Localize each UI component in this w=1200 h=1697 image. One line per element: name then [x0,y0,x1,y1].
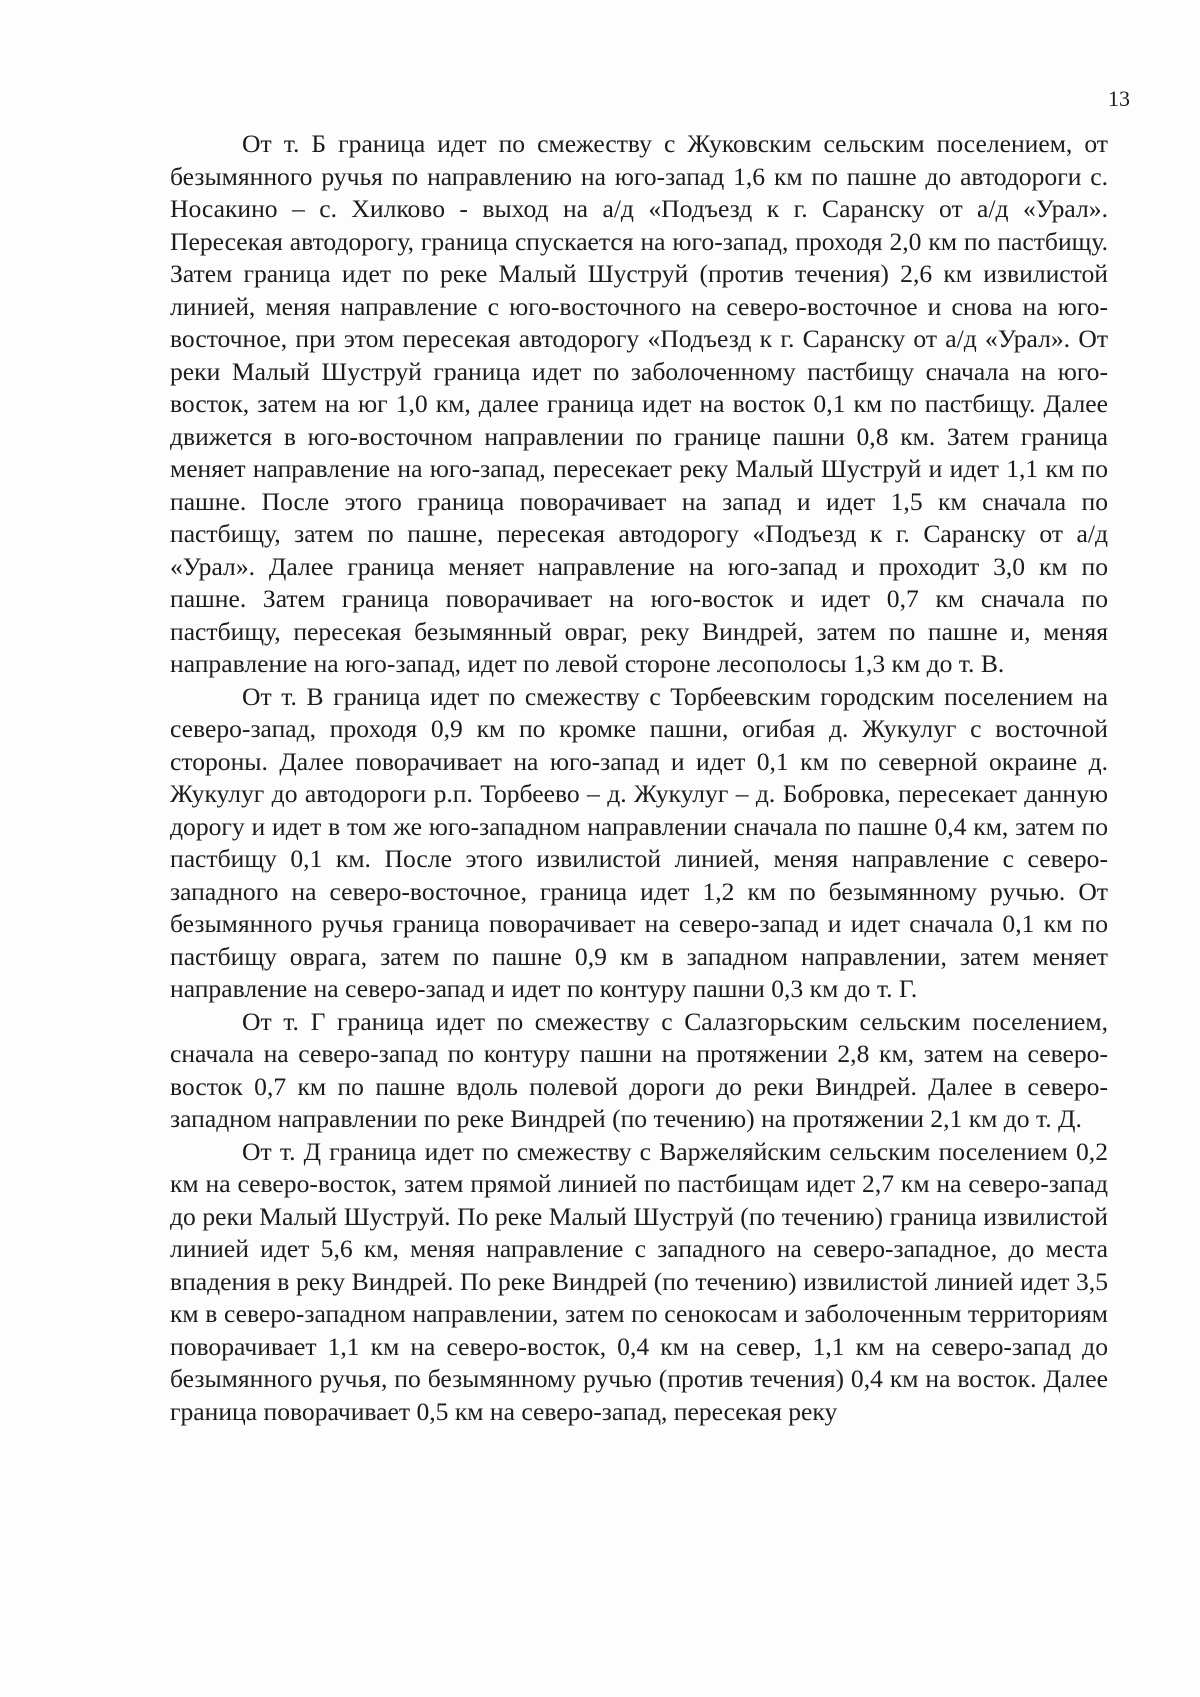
document-body [170,128,1108,1428]
paragraph-boundary-from-point-g: От т. Г граница идет по смежеству с Салазгорьским сельским поселением, сначала на северо-запад по контуру пашни на протяжении 2,8 км, затем на северо-восток 0,7 км по пашне вдоль полевой дороги до реки Виндрей. Далее в северо-западном направлении по реке Виндрей (по течению) на протяжении 2,1 км до т. Д. [170,1006,1108,1133]
paragraph-boundary-from-point-b: От т. Б граница идет по смежеству с Жуковским сельским поселением, от безымянного ручья по направлению на юго-запад 1,6 км по пашне до автодороги с. Носакино – с. Хилково - выход на а/д «Подъезд к г. Саранску от а/д «Урал». Пересекая автодорогу, граница спускается на юго-запад, проходя 2,0 км по пастбищу. Затем граница идет по реке Малый Шуструй (против течения) 2,6 км извилистой линией, меняя направление с юго-восточного на северо-восточное и снова на юго-восточное, при этом пересекая автодорогу «Подъезд к г. Саранску от а/д «Урал». От реки Малый Шуструй граница идет по заболоченному пастбищу сначала на юго-восток, затем на юг 1,0 км, далее граница идет на восток 0,1 км по пастбищу. Далее движется в юго-восточном направлении по границе пашни 0,8 км. Затем граница меняет направление на юго-запад, пересекает реку Малый Шуструй и идет 1,1 км по пашне. После этого граница поворачивает на запад и идет 1,5 км сначала по пастбищу, затем по пашне, пересекая автодорогу «Подъезд к г. Саранску от а/д «Урал». Далее граница меняет направление на юго-запад и проходит 3,0 км по пашне. Затем граница поворачивает на юго-восток и идет 0,7 км сначала по пастбищу, пересекая безымянный овраг, реку Виндрей, затем по пашне и, меняя направление на юго-запад, идет по левой стороне лесополосы 1,3 км до т. В. [170,129,1108,678]
page-number: 13 [1108,86,1130,111]
paragraph-boundary-from-point-d: От т. Д граница идет по смежеству с Варжеляйским сельским поселением 0,2 км на северо-восток, затем прямой линией по пастбищам идет 2,7 км на северо-запад до реки Малый Шуструй. По реке Малый Шуструй (по течению) граница извилистой линией идет 5,6 км, меняя направление с западного на северо-западное, до места впадения в реку Виндрей. По реке Виндрей (по течению) извилистой линией идет 3,5 км в северо-западном направлении, затем по сенокосам и заболоченным территориям поворачивает 1,1 км на северо-восток, 0,4 км на север, 1,1 км на северо-запад до безымянного ручья, по безымянному ручью (против течения) 0,4 км на восток. Далее граница поворачивает 0,5 км на северо-запад, пересекая реку [170,1136,1108,1426]
paragraph-boundary-from-point-v: От т. В граница идет по смежеству с Торбеевским городским поселением на северо-запад, проходя 0,9 км по кромке пашни, огибая д. Жукулуг с восточной стороны. Далее поворачивает на юго-запад и идет 0,1 км по северной окраине д. Жукулуг до автодороги р.п. Торбеево – д. Жукулуг – д. Бобровка, пересекает данную дорогу и идет в том же юго-западном направлении сначала по пашне 0,4 км, затем по пастбищу 0,1 км. После этого извилистой линией, меняя направление с северо-западного на северо-восточное, граница идет 1,2 км по безымянному ручью. От безымянного ручья граница поворачивает на северо-запад и идет сначала 0,1 км по пастбищу оврага, затем по пашне 0,9 км в западном направлении, затем меняет направление на северо-запад и идет по контуру пашни 0,3 км до т. Г. [170,681,1108,1003]
